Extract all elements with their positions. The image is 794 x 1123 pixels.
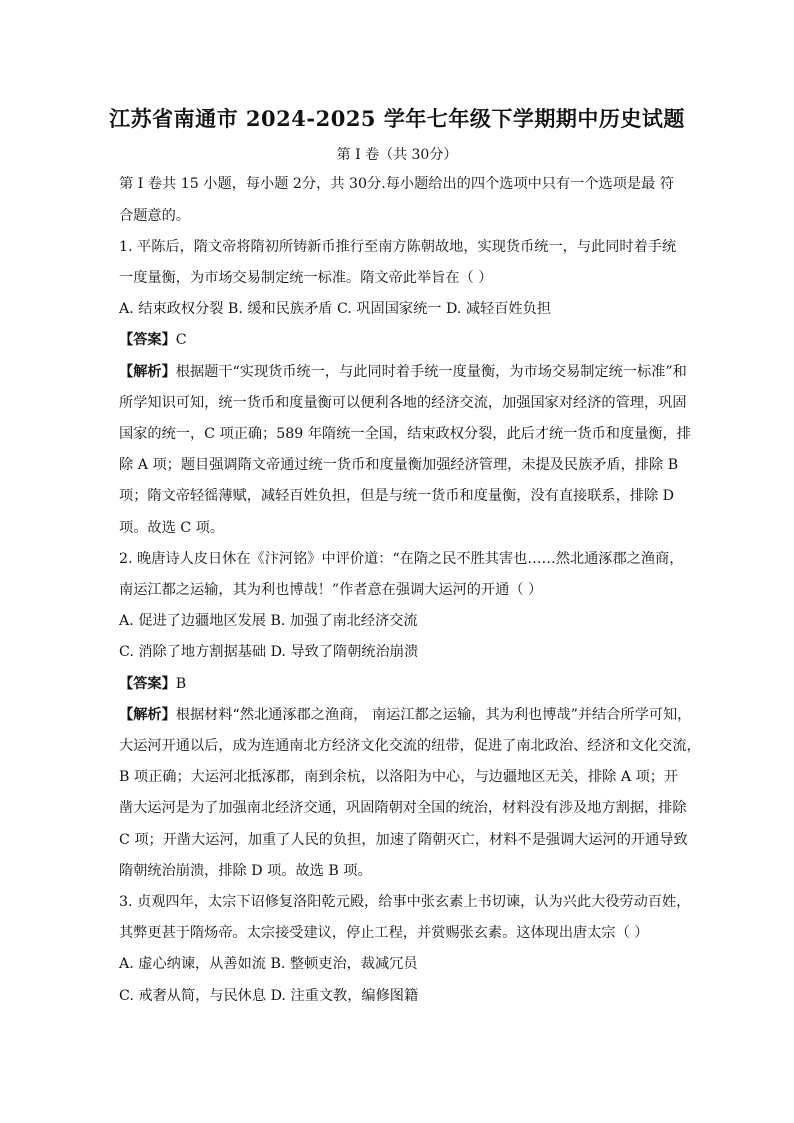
- question-3-stem: 3. 贞观四年，太宗下诏修复洛阳乾元殿，给事中张玄素上书切谏，认为兴此大役劳动百姓，: [119, 894, 691, 910]
- question-2-options: C. 消除了地方割据基础 D. 导致了隋朝统治崩溃: [119, 644, 419, 660]
- answer-value: C: [175, 332, 187, 348]
- question-3-stem: 其弊更甚于隋炀帝。太宗接受建议，停止工程，并赏赐张玄素。这体现出唐太宗（ ）: [119, 925, 649, 941]
- question-1-options: A. 结束政权分裂 B. 缓和民族矛盾 C. 巩固国家统一 D. 减轻百姓负担: [119, 301, 551, 317]
- answer-value: B: [175, 676, 187, 692]
- question-1-analysis: 项。故选 C 项。: [119, 520, 225, 536]
- question-1-stem: 一度量衡，为市场交易制定统一标准。隋文帝此举旨在（ ）: [119, 270, 493, 286]
- question-2-analysis: B 项正确；大运河北抵涿郡，南到余杭，以洛阳为中心，与边疆地区无关，排除 A 项；开: [119, 769, 679, 785]
- question-2-analysis: 大运河开通以后，成为连通南北方经济文化交流的纽带，促进了南北政治、经济和文化交流，: [119, 738, 701, 754]
- answer-label: 【答案】: [119, 332, 176, 348]
- question-1-analysis: 项；隋文帝轻徭薄赋，减轻百姓负担，但是与统一货币和度量衡，没有直接联系，排除 D: [119, 488, 675, 504]
- question-2-analysis: 隋朝统治崩溃，排除 D 项。故选 B 项。: [119, 863, 372, 879]
- question-1-analysis: 所学知识可知，统一货币和度量衡可以便利各地的经济交流，加强国家对经济的管理，巩固: [119, 395, 687, 411]
- question-1-analysis: [119, 362, 687, 382]
- question-3-options: A. 虚心纳谏，从善如流 B. 整顿吏治，裁减冗员: [119, 956, 418, 972]
- question-2-stem: 南运江都之运输，其为利也博哉！”作者意在强调大运河的开通（ ）: [119, 582, 543, 598]
- question-3-options: C. 戒奢从简，与民休息 D. 注重文教，编修图籍: [119, 988, 419, 1004]
- question-1-stem: 1. 平陈后，隋文帝将隋初所铸新币推行至南方陈朝故地，实现货币统一，与此同时着手统: [119, 239, 677, 255]
- section-subtitle: 第 I 卷（共 30分）: [336, 147, 458, 163]
- analysis-text: 根据题干“实现货币统一，与此同时着手统一度量衡，为市场交易制定统一标准”和: [175, 364, 687, 380]
- question-1-answer: [119, 330, 187, 350]
- question-2-stem: 2. 晚唐诗人皮日休在《汴河铭》中评价道：“在隋之民不胜其害也……然北通涿郡之渔商，: [119, 551, 684, 567]
- question-2-options: A. 促进了边疆地区发展 B. 加强了南北经济交流: [119, 613, 418, 629]
- intro-line: 合题意的。: [119, 208, 190, 224]
- question-2-analysis: 凿大运河是为了加强南北经济交通，巩固隋朝对全国的统治，材料没有涉及地方割据，排除: [119, 800, 687, 816]
- answer-label: 【答案】: [119, 676, 176, 692]
- question-2-answer: [119, 674, 186, 694]
- analysis-text: 根据材料“然北通涿郡之渔商， 南运江都之运输，其为利也博哉”并结合所学可知，: [175, 707, 692, 723]
- analysis-label: 【解析】: [119, 364, 176, 380]
- document-title: 江苏省南通市 2024-2025 学年七年级下学期期中历史试题: [109, 106, 685, 131]
- question-1-analysis: 国家的统一，C 项正确；589 年隋统一全国，结束政权分裂，此后才统一货币和度量衡，排: [119, 426, 691, 442]
- question-1-analysis: 除 A 项；题目强调隋文帝通过统一货币和度量衡加强经济管理，未提及民族矛盾，排除 B: [119, 457, 679, 473]
- intro-line: 第 I 卷共 15 小题，每小题 2分，共 30分.每小题给出的四个选项中只有一个选项是最 符: [119, 176, 675, 192]
- question-2-analysis: C 项；开凿大运河，加重了人民的负担，加速了隋朝灭亡，材料不是强调大运河的开通导致: [119, 832, 688, 848]
- question-2-analysis: [119, 705, 691, 725]
- analysis-label: 【解析】: [119, 707, 176, 723]
